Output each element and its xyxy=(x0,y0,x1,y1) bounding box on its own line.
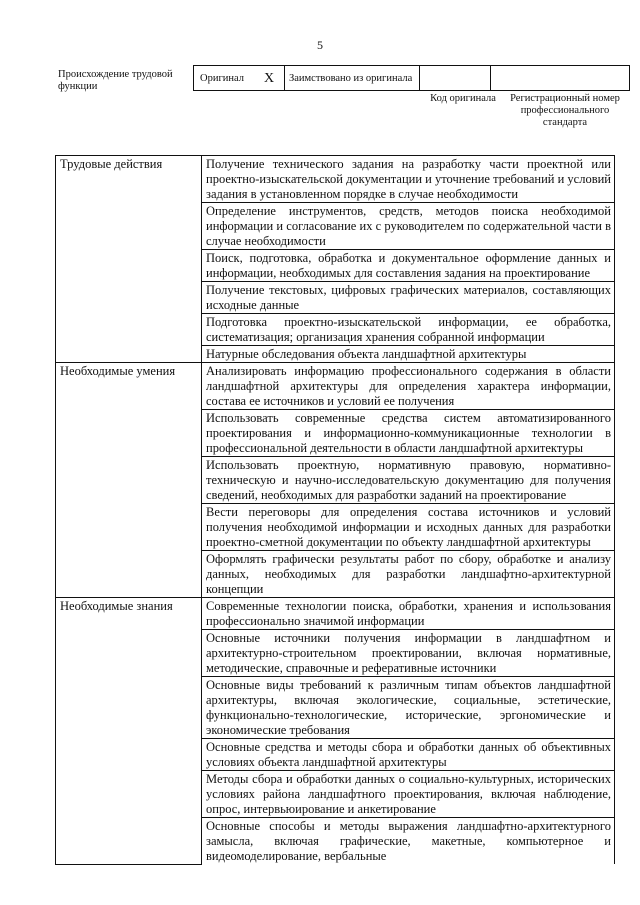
origin-label: Происхождение трудовой функции xyxy=(58,69,173,92)
table-cell: Основные средства и методы сбора и обработки данных об объективных условиях объекта ландшафтной архитектуры xyxy=(202,739,615,771)
table-cell: Подготовка проектно-изыскательской информации, ее обработка, систематизация; организация хранения собранной информации xyxy=(202,314,615,346)
page-number: 5 xyxy=(317,38,323,52)
borrowed-cell: Заимствовано из оригинала xyxy=(285,66,420,91)
table-cell: Основные виды требований к различным типам объектов ландшафтной архитектуры, включая экологические, социальные, эстетические, функционально-технологические, исторические, эргономические и экономические требования xyxy=(202,677,615,739)
table-cell: Методы сбора и обработки данных о социально-культурных, исторических условиях района ландшафтного проектирования, включая наблюдение, опрос, интервьюирование и анкетирование xyxy=(202,771,615,818)
original-mark: X xyxy=(264,70,275,86)
section-title: Трудовые действия xyxy=(56,156,202,363)
section-title: Необходимые знания xyxy=(56,598,202,865)
origin-table xyxy=(193,65,630,91)
table-cell: Использовать проектную, нормативную правовую, нормативно-техническую и научно-исследовательскую документацию для получения сведений, необходимых для разработки заданий на проектирование xyxy=(202,457,615,504)
table-cell: Использовать современные средства систем автоматизированного проектирования и информационно-коммуникационные технологии в профессиональной деятельности в области ландшафтной архитектуры xyxy=(202,410,615,457)
table-cell: Вести переговоры для определения состава источников и условий получения необходимой информации и исходных данных для разработки проектно-сметной документации по объекту ландшафтной архитектуры xyxy=(202,504,615,551)
table-cell: Получение текстовых, цифровых графических материалов, составляющих исходные данные xyxy=(202,282,615,314)
code-cell xyxy=(420,66,491,91)
table-cell: Анализировать информацию профессионального содержания в области ландшафтной архитектуры для определения характера информации, состава ее источников и условий ее получения xyxy=(202,363,615,410)
table-cell: Современные технологии поиска, обработки, хранения и использования профессионально значимой информации xyxy=(202,598,615,630)
section-title: Необходимые умения xyxy=(56,363,202,598)
table-row xyxy=(56,156,615,203)
table-cell: Основные источники получения информации в ландшафтном и архитектурно-строительном проектировании, включая нормативные, методические, справочные и реферативные источники xyxy=(202,630,615,677)
reg-caption: Регистрационный номер профессионального стандарта xyxy=(510,93,620,128)
original-cell xyxy=(194,66,285,91)
code-caption: Код оригинала xyxy=(430,93,496,104)
table-cell: Оформлять графически результаты работ по сбору, обработке и анализу данных, необходимых для разработки ландшафтно-архитектурной концепции xyxy=(202,551,615,598)
table-cell: Поиск, подготовка, обработка и документальное оформление данных и информации, необходимых для составления задания на проектирование xyxy=(202,250,615,282)
table-cell: Получение технического задания на разработку части проектной или проектно-изыскательской документации и уточнение требований и условий задания в установленном порядке в случае необходимости xyxy=(202,156,615,203)
original-label: Оригинал xyxy=(200,72,244,84)
table-row xyxy=(56,363,615,410)
reg-number-cell xyxy=(491,66,630,91)
table-cell: Натурные обследования объекта ландшафтной архитектуры xyxy=(202,346,615,363)
functions-table xyxy=(55,155,615,865)
table-cell: Основные способы и методы выражения ландшафтно-архитектурного замысла, включая графические, макетные, компьютерное и видеомоделирование, вербальные xyxy=(202,818,615,865)
table-row xyxy=(56,598,615,630)
table-cell: Определение инструментов, средств, методов поиска необходимой информации и согласование их с руководителем по содержательной части в случае необходимости xyxy=(202,203,615,250)
